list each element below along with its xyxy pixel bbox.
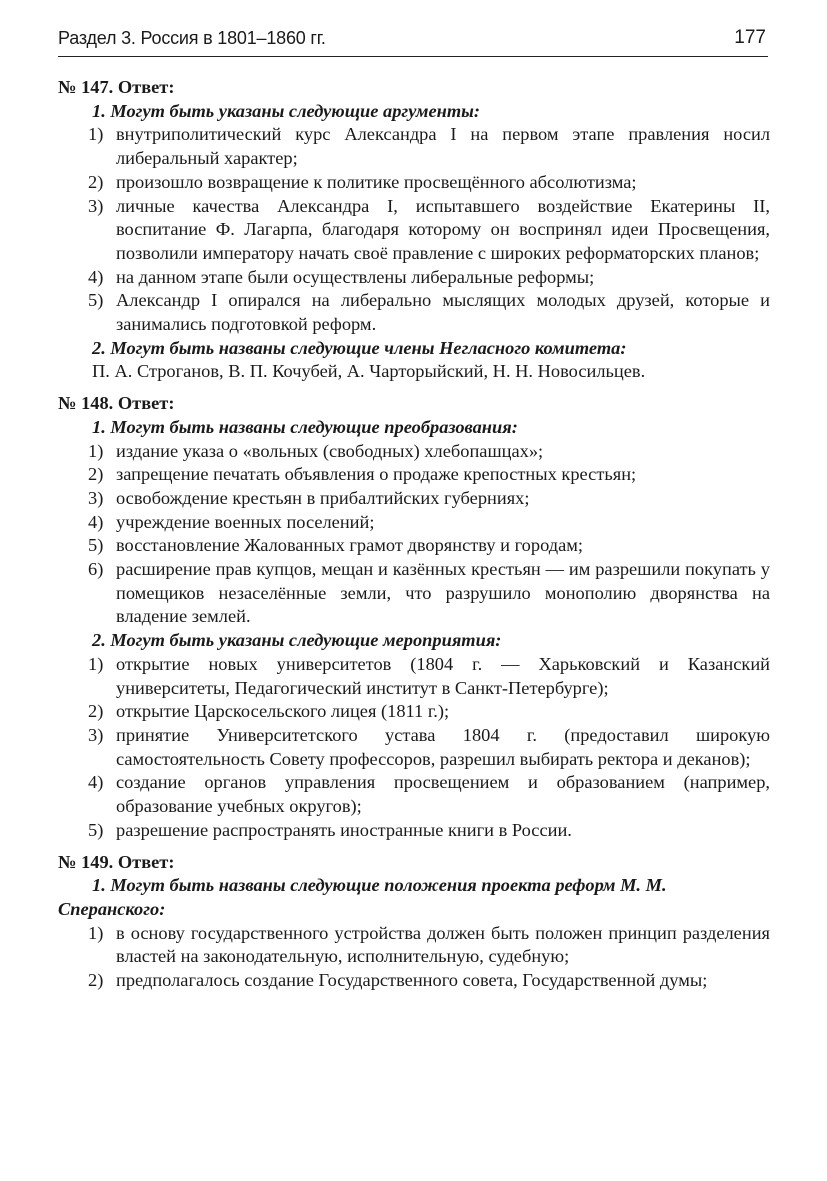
list-item — [58, 171, 770, 195]
item-text: разрешение распространять иностранные книги в России. — [116, 819, 572, 840]
item-number: 2) — [88, 701, 104, 722]
item-number: 2) — [88, 464, 104, 485]
page-number: 177 — [734, 27, 766, 48]
list-item — [58, 922, 770, 969]
item-number: 4) — [88, 266, 104, 287]
item-number: 1) — [88, 124, 104, 145]
committee-members: П. А. Строганов, В. П. Кочубей, А. Чарторыйский, Н. Н. Новосильцев. — [92, 361, 646, 382]
item-number: 5) — [88, 819, 104, 840]
list-item — [58, 195, 770, 266]
item-text: внутриполитический курс Александра I на первом этапе правления носил либеральный характер; — [116, 124, 770, 169]
list-item — [58, 487, 770, 511]
list-item — [58, 969, 770, 993]
answer-147-subheading-1: 1. Могут быть указаны следующие аргументы: — [92, 100, 481, 121]
item-text: Александр I опирался на либерально мыслящих молодых друзей, которые и занимались подготовкой реформ. — [116, 290, 770, 335]
item-number: 3) — [88, 487, 104, 508]
item-text: расширение прав купцов, мещан и казённых крестьян — им разрешили покупать у помещиков незаселённые земли, что разрушило монополию дворянства на владение землей. — [116, 559, 770, 627]
item-number: 1) — [88, 440, 104, 461]
item-text: произошло возвращение к политике просвещённого абсолютизма; — [116, 171, 637, 192]
item-text: создание органов управления просвещением и образованием (например, образование учебных округов); — [116, 772, 770, 817]
item-text: открытие Царскосельского лицея (1811 г.); — [116, 701, 450, 722]
running-header — [58, 28, 768, 57]
item-number: 5) — [88, 290, 104, 311]
list-item — [58, 266, 770, 290]
item-text: принятие Университетского устава 1804 г. (предоставил широкую самостоятельность Совету профессоров, разрешил выбирать ректора и деканов); — [116, 724, 770, 769]
section-title: Раздел 3. Россия в 1801–1860 гг. — [58, 28, 326, 48]
item-text: открытие новых университетов (1804 г. — Харьковский и Казанский университеты, Педагогический институт в Санкт-Петербурге); — [116, 653, 770, 698]
list-item — [58, 700, 770, 724]
list-item — [58, 463, 770, 487]
answer-148-list-2 — [58, 653, 770, 843]
item-text: издание указа о «вольных (свободных) хлебопашцах»; — [116, 440, 544, 461]
list-item — [58, 511, 770, 535]
item-number: 6) — [88, 559, 104, 580]
list-item — [58, 771, 770, 818]
item-number: 4) — [88, 511, 104, 532]
item-number: 4) — [88, 772, 104, 793]
list-item — [58, 558, 770, 629]
answer-147-heading: № 147. Ответ: — [58, 77, 175, 97]
item-number: 1) — [88, 922, 104, 943]
item-text: учреждение военных поселений; — [116, 511, 375, 532]
item-number: 3) — [88, 195, 104, 216]
list-item — [58, 534, 770, 558]
answer-147-subheading-2: 2. Могут быть названы следующие члены Негласного комитета: — [92, 337, 627, 358]
answer-148-list-1 — [58, 440, 770, 630]
answer-147-list-1 — [58, 123, 770, 336]
item-number: 3) — [88, 724, 104, 745]
item-text: предполагалось создание Государственного совета, Государственной думы; — [116, 970, 708, 991]
list-item — [58, 440, 770, 464]
answer-149-list-1 — [58, 922, 770, 993]
item-text: освобождение крестьян в прибалтийских губерниях; — [116, 487, 530, 508]
list-item — [58, 819, 770, 843]
item-number: 5) — [88, 535, 104, 556]
item-text: восстановление Жалованных грамот дворянству и городам; — [116, 535, 584, 556]
answer-148-subheading-2: 2. Могут быть указаны следующие мероприятия: — [92, 630, 502, 651]
item-number: 2) — [88, 970, 104, 991]
answer-148-subheading-1: 1. Могут быть названы следующие преобразования: — [92, 416, 518, 437]
list-item — [58, 289, 770, 336]
item-number: 2) — [88, 171, 104, 192]
item-text: в основу государственного устройства должен быть положен принцип разделения властей на законодательную, исполнительную, судебную; — [116, 922, 770, 967]
list-item — [58, 653, 770, 700]
answer-149-subheading-1: 1. Могут быть названы следующие положения проекта реформ М. М. Сперанского: — [58, 875, 667, 919]
answer-148-heading: № 148. Ответ: — [58, 393, 175, 414]
item-text: личные качества Александра I, испытавшего воздействие Екатерины II, воспитание Ф. Лагарпа, благодаря которому он воспринял идеи Просвещения, позволили императору начать своё правление с широких реформаторских планов; — [116, 195, 770, 263]
item-text: запрещение печатать объявления о продаже крепостных крестьян; — [116, 464, 637, 485]
page-content — [58, 76, 770, 993]
list-item — [58, 123, 770, 170]
item-number: 1) — [88, 653, 104, 674]
list-item — [58, 724, 770, 771]
item-text: на данном этапе были осуществлены либеральные реформы; — [116, 266, 595, 287]
answer-149-heading: № 149. Ответ: — [58, 851, 175, 872]
